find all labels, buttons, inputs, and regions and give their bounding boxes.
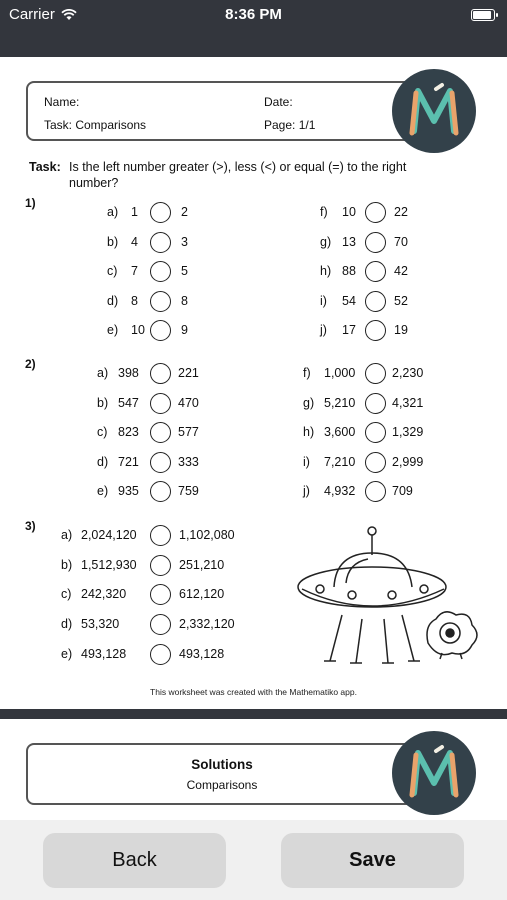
right-number: 1,329 [392, 425, 424, 440]
right-number: 3 [181, 234, 188, 249]
comparison-item [0, 291, 507, 313]
answer-circle[interactable] [150, 584, 171, 605]
answer-circle[interactable] [365, 481, 386, 502]
item-letter: b) [107, 234, 119, 249]
page-label: Page: 1/1 [264, 118, 316, 132]
right-number: 42 [394, 264, 408, 279]
right-number: 70 [394, 234, 408, 249]
right-number: 612,120 [179, 587, 225, 602]
left-number: 1 [131, 205, 138, 219]
status-bar [0, 0, 507, 30]
answer-circle[interactable] [365, 232, 386, 253]
right-number: 2,999 [392, 454, 424, 469]
item-letter: h) [303, 425, 315, 440]
task-label: Task: [29, 160, 61, 174]
mathematiko-logo-icon [392, 731, 476, 815]
left-number: 4,932 [324, 484, 356, 499]
right-number: 22 [394, 205, 408, 219]
solutions-subtitle: Comparisons [186, 778, 258, 792]
right-number: 2,332,120 [179, 617, 235, 632]
left-number: 823 [118, 425, 139, 440]
answer-circle[interactable] [150, 525, 171, 546]
task-title: Task: Comparisons [44, 118, 147, 132]
solutions-title: Solutions [191, 757, 253, 772]
carrier-label: Carrier [9, 6, 55, 23]
comparison-item [0, 393, 507, 415]
status-time: 8:36 PM [225, 6, 282, 23]
left-number: 88 [342, 264, 356, 279]
item-letter: b) [61, 557, 73, 572]
solutions-card[interactable] [0, 719, 507, 820]
left-number: 242,320 [81, 587, 127, 602]
left-number: 493,128 [81, 646, 127, 661]
answer-circle[interactable] [150, 644, 171, 665]
right-number: 8 [181, 293, 188, 308]
bottom-toolbar [0, 820, 507, 900]
comparison-item [0, 232, 507, 254]
mathematiko-logo-icon [392, 69, 476, 153]
section-number: 2) [25, 357, 36, 371]
item-letter: a) [97, 366, 109, 380]
left-number: 17 [342, 323, 356, 338]
answer-circle[interactable] [150, 614, 171, 635]
item-letter: j) [320, 323, 327, 338]
right-number: 1,102,080 [179, 528, 235, 542]
left-number: 721 [118, 454, 139, 469]
right-number: 759 [178, 484, 199, 499]
item-letter: e) [61, 646, 73, 661]
left-number: 10 [342, 205, 356, 219]
item-letter: h) [320, 264, 332, 279]
right-number: 251,210 [179, 557, 225, 572]
right-number: 577 [178, 425, 199, 440]
item-letter: c) [107, 264, 118, 279]
item-letter: e) [107, 323, 119, 338]
comparison-item [0, 422, 507, 444]
item-letter: d) [97, 454, 109, 469]
save-button[interactable]: Save [281, 833, 464, 888]
item-letter: a) [61, 528, 73, 542]
worksheet-header [26, 81, 418, 141]
item-letter: b) [97, 395, 109, 410]
right-number: 52 [394, 293, 408, 308]
answer-circle[interactable] [365, 202, 386, 223]
left-number: 1,512,930 [81, 557, 137, 572]
item-letter: c) [97, 425, 108, 440]
right-number: 470 [178, 395, 199, 410]
right-number: 4,321 [392, 395, 424, 410]
answer-circle[interactable] [150, 555, 171, 576]
right-number: 2,230 [392, 366, 424, 380]
answer-circle[interactable] [365, 393, 386, 414]
answer-circle[interactable] [365, 422, 386, 443]
left-number: 3,600 [324, 425, 356, 440]
answer-circle[interactable] [365, 452, 386, 473]
left-number: 2,024,120 [81, 528, 137, 542]
left-number: 547 [118, 395, 139, 410]
solutions-box[interactable] [26, 743, 418, 805]
right-number: 493,128 [179, 646, 225, 661]
left-number: 4 [131, 234, 138, 249]
item-letter: f) [303, 366, 311, 380]
battery-icon [471, 9, 495, 21]
section-number: 3) [25, 519, 36, 533]
answer-circle[interactable] [365, 291, 386, 312]
item-letter: g) [320, 234, 332, 249]
comparison-item [0, 452, 507, 474]
comparison-item [0, 363, 507, 385]
worksheet[interactable] [0, 57, 507, 709]
left-number: 8 [131, 293, 138, 308]
item-letter: i) [303, 454, 310, 469]
left-number: 7 [131, 264, 138, 279]
task-question: Is the left number greater (>), less (<) or equal (=) to the right number? [69, 160, 407, 190]
right-number: 709 [392, 484, 413, 499]
left-number: 10 [131, 323, 145, 338]
comparison-item [0, 320, 507, 342]
item-letter: c) [61, 587, 72, 602]
right-number: 9 [181, 323, 188, 338]
left-number: 5,210 [324, 395, 356, 410]
footer-note: This worksheet was created with the Mathematiko app. [150, 687, 357, 697]
item-letter: f) [320, 205, 328, 219]
item-letter: d) [61, 617, 73, 632]
left-number: 398 [118, 366, 139, 380]
left-number: 53,320 [81, 617, 120, 632]
back-button[interactable]: Back [43, 833, 226, 888]
task-instruction [29, 159, 459, 190]
item-letter: d) [107, 293, 119, 308]
left-number: 7,210 [324, 454, 356, 469]
date-label: Date: [264, 95, 293, 109]
right-number: 19 [394, 323, 408, 338]
section-number: 1) [25, 196, 36, 210]
item-letter: g) [303, 395, 315, 410]
item-letter: a) [107, 205, 119, 219]
answer-circle[interactable] [365, 363, 386, 384]
comparison-item [0, 481, 507, 503]
item-letter: e) [97, 484, 109, 499]
ufo-alien-illustration-icon [296, 525, 496, 667]
item-letter: i) [320, 293, 327, 308]
right-number: 2 [181, 205, 188, 219]
left-number: 1,000 [324, 366, 356, 380]
right-number: 221 [178, 366, 199, 380]
comparison-item [0, 261, 507, 283]
right-number: 333 [178, 454, 199, 469]
right-number: 5 [181, 264, 188, 279]
answer-circle[interactable] [365, 320, 386, 341]
left-number: 13 [342, 234, 356, 249]
item-letter: j) [303, 484, 310, 499]
section-divider [0, 709, 507, 719]
comparison-item [0, 202, 507, 224]
answer-circle[interactable] [365, 261, 386, 282]
name-label: Name: [44, 95, 80, 109]
left-number: 54 [342, 293, 356, 308]
left-number: 935 [118, 484, 139, 499]
